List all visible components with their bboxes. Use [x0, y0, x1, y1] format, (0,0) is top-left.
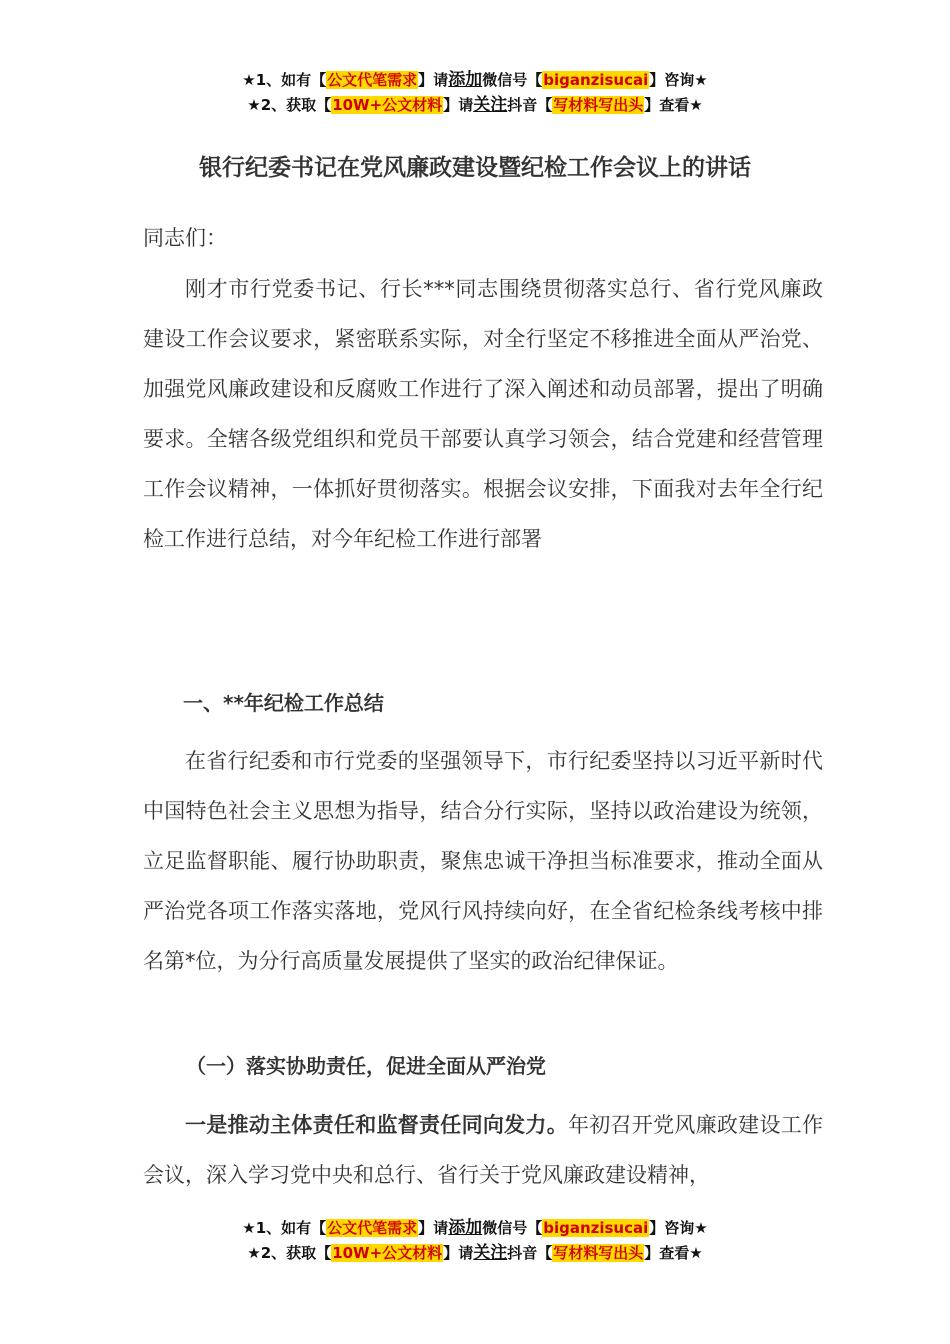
- promo-text: 】请: [443, 1244, 474, 1262]
- section-text: 在省行纪委和市行党委的坚强领导下，市行纪委坚持以习近平新时代中国特色社会主义思想为指导，结合分行实际，坚持以政治建设为统领，立足监督职能、履行协助职责，聚焦忠诚干净担当标准要求，推动全面从严治党各项工作落实落地，党风行风持续向好，在全省纪检条线考核中排名第*位，为分行高质量发展提供了坚实的政治纪律保证。: [143, 749, 823, 973]
- point-body: 年初召开党风廉政建设工作会议，深入学习党中央和总行、省行关于党风廉政建设精神，: [143, 1113, 824, 1187]
- promo-highlight: 公文代笔需求: [327, 1219, 418, 1237]
- promo-text: 】查看★: [644, 96, 703, 114]
- promo-highlight: 写材料写出头: [553, 1244, 644, 1262]
- promo-highlight: 10W+公文材料: [332, 1244, 443, 1262]
- intro-paragraph: [143, 264, 823, 564]
- promo-text: 】查看★: [644, 1244, 703, 1262]
- promo-highlight: 10W+公文材料: [332, 96, 443, 114]
- promo-emphasis: 关注: [473, 95, 508, 115]
- promo-line-1: [0, 1216, 950, 1241]
- salutation: 同志们：: [143, 226, 227, 250]
- section-paragraph: [143, 736, 823, 986]
- subsection-heading: （一）落实协助责任，促进全面从严治党: [186, 1054, 546, 1078]
- promo-text: ★1、如有【: [242, 71, 327, 89]
- promo-highlight: biganzisucai: [543, 1219, 649, 1237]
- promo-text: 】咨询★: [649, 1219, 708, 1237]
- promo-line-2: [0, 1241, 950, 1266]
- promo-text: ★2、获取【: [247, 1244, 332, 1262]
- promo-text: 】请: [443, 96, 474, 114]
- promo-text: 微信号【: [482, 71, 543, 89]
- document-title: 银行纪委书记在党风廉政建设暨纪检工作会议上的讲话: [199, 155, 751, 181]
- promo-text: ★2、获取【: [247, 96, 332, 114]
- promo-banner-bottom: [0, 1216, 950, 1266]
- section-heading: 一、**年纪检工作总结: [183, 691, 384, 715]
- promo-banner-top: [0, 68, 950, 118]
- promo-text: 】咨询★: [649, 71, 708, 89]
- point-text: [143, 1100, 823, 1200]
- promo-text: 】请: [418, 1219, 449, 1237]
- promo-highlight: biganzisucai: [543, 71, 649, 89]
- promo-text: 抖音【: [507, 1244, 553, 1262]
- point-lead: 一是推动主体责任和监督责任同向发力。: [185, 1113, 568, 1137]
- promo-text: 微信号【: [482, 1219, 543, 1237]
- promo-highlight: 写材料写出头: [553, 96, 644, 114]
- intro-text: 刚才市行党委书记、行长***同志围绕贯彻落实总行、省行党风廉政建设工作会议要求，紧密联系实际，对全行坚定不移推进全面从严治党、加强党风廉政建设和反腐败工作进行了深入阐述和动员部署，提出了明确要求。全辖各级党组织和党员干部要认真学习领会，结合党建和经营管理工作会议精神，一体抓好贯彻落实。根据会议安排，下面我对去年全行纪检工作进行总结，对今年纪检工作进行部署: [143, 277, 823, 551]
- promo-line-2: [0, 93, 950, 118]
- promo-text: 】请: [418, 71, 449, 89]
- promo-emphasis: 添加: [448, 70, 483, 90]
- promo-emphasis: 添加: [448, 1218, 483, 1238]
- promo-highlight: 公文代笔需求: [327, 71, 418, 89]
- promo-line-1: [0, 68, 950, 93]
- promo-emphasis: 关注: [473, 1243, 508, 1263]
- point-paragraph: [143, 1100, 823, 1200]
- promo-text: 抖音【: [507, 96, 553, 114]
- promo-text: ★1、如有【: [242, 1219, 327, 1237]
